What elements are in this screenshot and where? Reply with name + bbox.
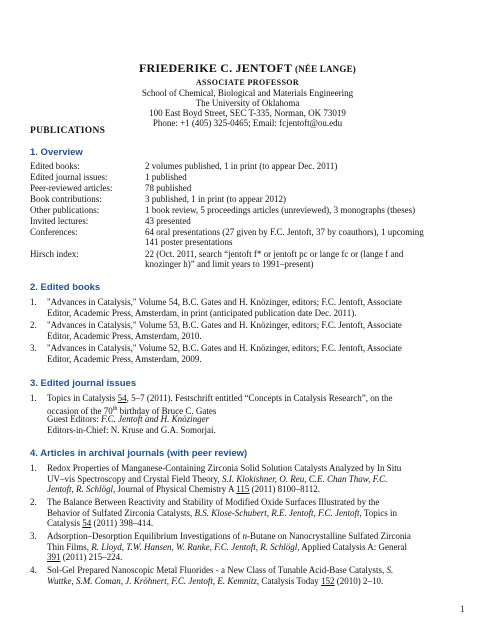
overview-label: Invited lectures: <box>30 216 89 226</box>
author-title: ASSOCIATE PROFESSOR <box>195 78 300 87</box>
item-line: Guest Editors: F.C. Jentoft and H. Knözinger <box>47 414 210 424</box>
edited-issues-heading: 3. Edited journal issues <box>30 378 137 389</box>
overview-value: 43 presented <box>145 216 191 226</box>
item-number: 4. <box>30 565 37 575</box>
overview-label: Edited journal issues: <box>30 172 108 182</box>
item-line: The Balance Between Reactivity and Stability of Modified Oxide Surfaces Illustrated by the <box>47 497 380 507</box>
item-line: Jentoft, R. Schlögl, Journal of Physical Chemistry A 115 (2011) 8100–8112. <box>47 484 320 494</box>
item-number: 2. <box>30 320 37 330</box>
overview-label: Peer-reviewed articles: <box>30 183 113 193</box>
overview-label: Edited books: <box>30 161 80 171</box>
item-line: Topics in Catalysis 54, 5–7 (2011). Festschrift entitled “Concepts in Catalysis Research”, on the <box>47 393 393 403</box>
overview-value-continued: knozinger h)” and limit years to 1991–present) <box>145 259 314 269</box>
articles-heading: 4. Articles in archival journals (with peer review) <box>30 448 248 459</box>
item-line: Editor, Academic Press, Amsterdam, 2009. <box>47 353 202 364</box>
item-line: Editor, Academic Press, Amsterdam, in print (anticipated publication date Dec. 2011). <box>47 307 357 318</box>
overview-value: 2 volumes published, 1 in print (to appear Dec. 2011) <box>145 161 338 171</box>
item-line: Adsorption–Desorption Equilibrium Investigations of n-Butane on Nanocrystalline Sulfated Zirconia <box>47 531 411 541</box>
item-line: "Advances in Catalysis," Volume 54, B.C. Gates and H. Knözinger, editors; F.C. Jentoft, Associate <box>47 297 402 307</box>
overview-label: Conferences: <box>30 227 78 237</box>
edited-books-heading: 2. Edited books <box>30 282 101 293</box>
overview-value: 64 oral presentations (27 given by F.C. Jentoft, 37 by coauthors), 1 upcoming <box>145 227 424 237</box>
item-number: 2. <box>30 497 37 507</box>
item-number: 3. <box>30 531 37 541</box>
overview-value: 22 (Oct. 2011, search “jentoft f* or jentoft pc or lange fc or (lange f and <box>145 249 404 259</box>
overview-label: Book contributions: <box>30 194 102 204</box>
item-line: "Advances in Catalysis," Volume 52, B.C. Gates and H. Knözinger, editors; F.C. Jentoft, Associate <box>47 343 402 353</box>
item-line: Thin Films, R. Lloyd, T.W. Hansen, W. Ranke, F.C. Jentoft, R. Schlögl, Applied Catalysis A: General <box>47 541 407 552</box>
department: School of Chemical, Biological and Materials Engineering <box>141 88 354 98</box>
publications-heading: PUBLICATIONS <box>30 126 106 136</box>
contact-info: Phone: +1 (405) 325-0465; Email: fcjentoft@ou.edu <box>152 118 343 128</box>
item-number: 1. <box>30 393 37 403</box>
overview-value: 1 published <box>145 172 187 182</box>
overview-value: 1 book review, 5 proceedings articles (unreviewed), 3 monographs (theses) <box>145 205 416 215</box>
address: 100 East Boyd Street, SEC T-335, Norman, OK 73019 <box>149 108 346 118</box>
item-number: 1. <box>30 463 37 473</box>
item-line: Sol-Gel Prepared Nanoscopic Metal Fluorides - a New Class of Tunable Acid-Base Catalysts, S. <box>47 565 394 575</box>
overview-value: 3 published, 1 in print (to appear 2012) <box>145 194 286 204</box>
overview-label: Other publications: <box>30 205 100 215</box>
item-line: Catalysis 54 (2011) 398–414. <box>47 518 154 528</box>
item-line: 391 (2011) 215–224. <box>47 552 123 562</box>
overview-label: Hirsch index: <box>30 249 79 259</box>
item-line: Behavior of Sulfated Zirconia Catalysts, B.S. Klose-Schubert, R.E. Jentoft, F.C. Jentoft, Topics in <box>47 507 397 518</box>
item-number: 1. <box>30 297 37 307</box>
page-number: 1 <box>460 604 465 614</box>
overview-value: 78 published <box>145 183 192 193</box>
university: The University of Oklahoma <box>195 98 300 108</box>
item-line: Redox Properties of Manganese-Containing Zirconia Solid Solution Catalysts Analyzed by In Situ <box>47 463 402 473</box>
overview-value-continued: 141 poster presentations <box>145 237 233 247</box>
item-line: UV–vis Spectroscopy and Crystal Field Theory, S.I. Klokishner, O. Reu, C.E. Chan Thaw, F.C. <box>47 473 388 484</box>
item-line: Editors-in-Chief: N. Kruse and G.A. Somorjai. <box>47 424 216 435</box>
author-name: FRIEDERIKE C. JENTOFT (NÉE LANGE) <box>139 61 356 75</box>
overview-heading: 1. Overview <box>30 147 83 158</box>
item-line: Editor, Academic Press, Amsterdam, 2010. <box>47 330 202 341</box>
item-line: Wuttke, S.M. Coman, J. Kröhnert, F.C. Jentoft, E. Kemnitz, Catalysis Today 152 (2010) 2–10. <box>47 575 384 586</box>
item-line: "Advances in Catalysis," Volume 53, B.C. Gates and H. Knözinger, editors; F.C. Jentoft, Associate <box>47 320 402 330</box>
item-number: 3. <box>30 343 37 353</box>
maiden-name: (NÉE LANGE) <box>295 64 356 74</box>
item-line: occasion of the 70th birthday of Bruce C. Gates <box>47 405 217 416</box>
